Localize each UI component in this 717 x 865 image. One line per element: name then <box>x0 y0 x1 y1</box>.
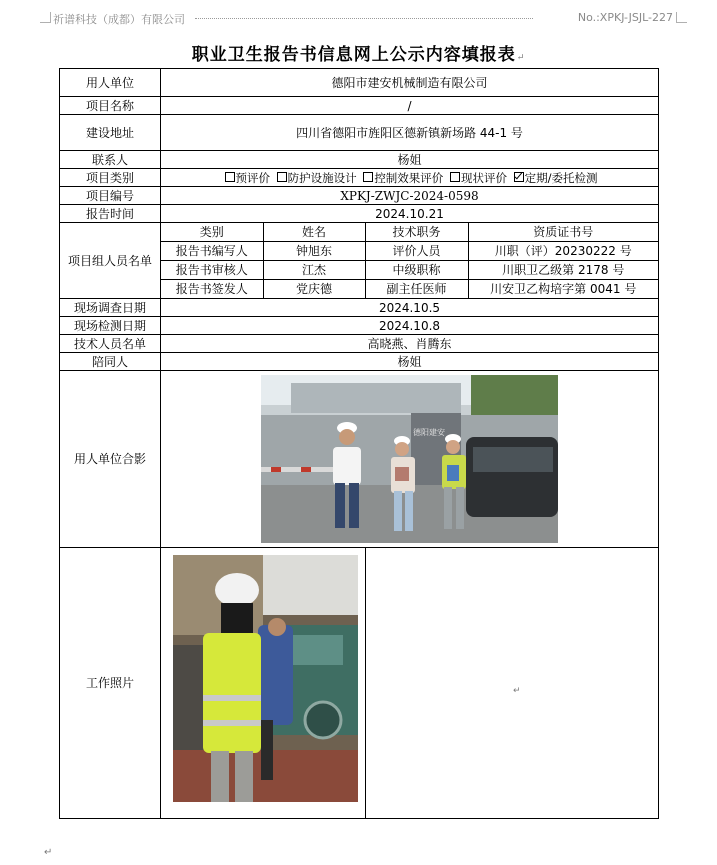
page-title: 职业卫生报告书信息网上公示内容填报表↵ <box>191 45 526 65</box>
team-label: 项目组人员名单 <box>60 223 161 299</box>
team-subtable <box>161 223 658 298</box>
team-cell: 副主任医师 <box>365 280 468 299</box>
table-row <box>161 280 658 299</box>
team-cell: 评价人员 <box>365 242 468 261</box>
work-photo <box>173 555 358 802</box>
table-row <box>60 317 659 335</box>
margin-corner-mark <box>40 12 51 23</box>
checkbox-icon[interactable] <box>363 172 373 182</box>
photo-cell-divider <box>365 548 366 818</box>
test-date-label: 现场检测日期 <box>60 317 161 335</box>
category-option: 定期/委托检测 <box>524 170 598 185</box>
team-cell: 党庆德 <box>263 280 365 299</box>
project-name-value: / <box>161 97 659 115</box>
checkbox-icon[interactable] <box>277 172 287 182</box>
project-name-label: 项目名称 <box>60 97 161 115</box>
table-row <box>60 223 659 299</box>
team-header: 姓名 <box>263 223 365 242</box>
group-photo <box>261 375 558 543</box>
page-header <box>53 11 673 27</box>
category-option: 控制效果评价 <box>374 170 444 185</box>
project-no-label: 项目编号 <box>60 187 161 205</box>
team-header: 类别 <box>161 223 263 242</box>
header-company: 祈谱科技（成都）有限公司 <box>53 13 185 26</box>
team-cell: 中级职称 <box>365 261 468 280</box>
team-cell: 川职卫乙级第 2178 号 <box>468 261 658 280</box>
header-doc-number: No.:XPKJ-JSJL-227 <box>577 11 673 24</box>
contact-value: 杨姐 <box>161 151 659 169</box>
info-table <box>59 68 659 819</box>
table-row <box>161 223 658 242</box>
table-row <box>60 335 659 353</box>
table-row <box>60 353 659 371</box>
survey-date-label: 现场调查日期 <box>60 299 161 317</box>
checkbox-icon[interactable] <box>225 172 235 182</box>
table-row <box>60 187 659 205</box>
gate-sign-text: 德阳建安 <box>413 428 445 437</box>
team-subtable-cell <box>161 223 659 299</box>
category-option: 现状评价 <box>460 170 507 185</box>
team-cell: 报告书编写人 <box>161 242 263 261</box>
escort-label: 陪同人 <box>60 353 161 371</box>
employer-value: 德阳市建安机械制造有限公司 <box>161 69 659 97</box>
report-time-label: 报告时间 <box>60 205 161 223</box>
project-no-value: XPKJ-ZWJC-2024-0598 <box>161 187 659 205</box>
table-row <box>60 299 659 317</box>
address-label: 建设地址 <box>60 115 161 151</box>
group-photo-label: 用人单位合影 <box>60 371 161 548</box>
team-cell: 川职（评）20230222 号 <box>468 242 658 261</box>
contact-label: 联系人 <box>60 151 161 169</box>
table-row <box>161 261 658 280</box>
return-mark-icon: ↵ <box>44 847 53 858</box>
team-cell: 报告书签发人 <box>161 280 263 299</box>
table-row <box>60 115 659 151</box>
group-photo-cell <box>161 371 659 548</box>
table-row <box>161 242 658 261</box>
test-date-value: 2024.10.8 <box>161 317 659 335</box>
work-photo-label: 工作照片 <box>60 548 161 819</box>
checked-checkbox-icon[interactable] <box>514 172 524 182</box>
team-cell: 江杰 <box>263 261 365 280</box>
team-cell: 钟旭东 <box>263 242 365 261</box>
team-header: 技术职务 <box>365 223 468 242</box>
category-options <box>161 169 659 187</box>
team-header: 资质证书号 <box>468 223 658 242</box>
work-photo-cell <box>161 548 659 819</box>
report-time-value: 2024.10.21 <box>161 205 659 223</box>
table-row <box>60 371 659 548</box>
category-option: 预评价 <box>235 170 270 185</box>
employer-label: 用人单位 <box>60 69 161 97</box>
group-photo-image <box>261 375 558 543</box>
category-label: 项目类别 <box>60 169 161 187</box>
tech-staff-value: 高晓燕、肖腾东 <box>161 335 659 353</box>
margin-corner-mark <box>676 12 687 23</box>
checkbox-icon[interactable] <box>450 172 460 182</box>
address-value: 四川省德阳市旌阳区德新镇新场路 44-1 号 <box>161 115 659 151</box>
category-option: 防护设施设计 <box>287 170 357 185</box>
work-photo-image <box>173 555 358 802</box>
header-leader-dots <box>195 18 533 19</box>
return-mark-icon: ↵ <box>513 686 521 696</box>
table-row <box>60 548 659 819</box>
table-row <box>60 205 659 223</box>
team-cell: 报告书审核人 <box>161 261 263 280</box>
team-cell: 川安卫乙构培字第 0041 号 <box>490 281 637 296</box>
table-row <box>60 97 659 115</box>
tech-staff-label: 技术人员名单 <box>60 335 161 353</box>
table-row <box>60 69 659 97</box>
table-row <box>60 151 659 169</box>
escort-value: 杨姐 <box>161 353 659 371</box>
survey-date-value: 2024.10.5 <box>161 299 659 317</box>
table-row <box>60 169 659 187</box>
